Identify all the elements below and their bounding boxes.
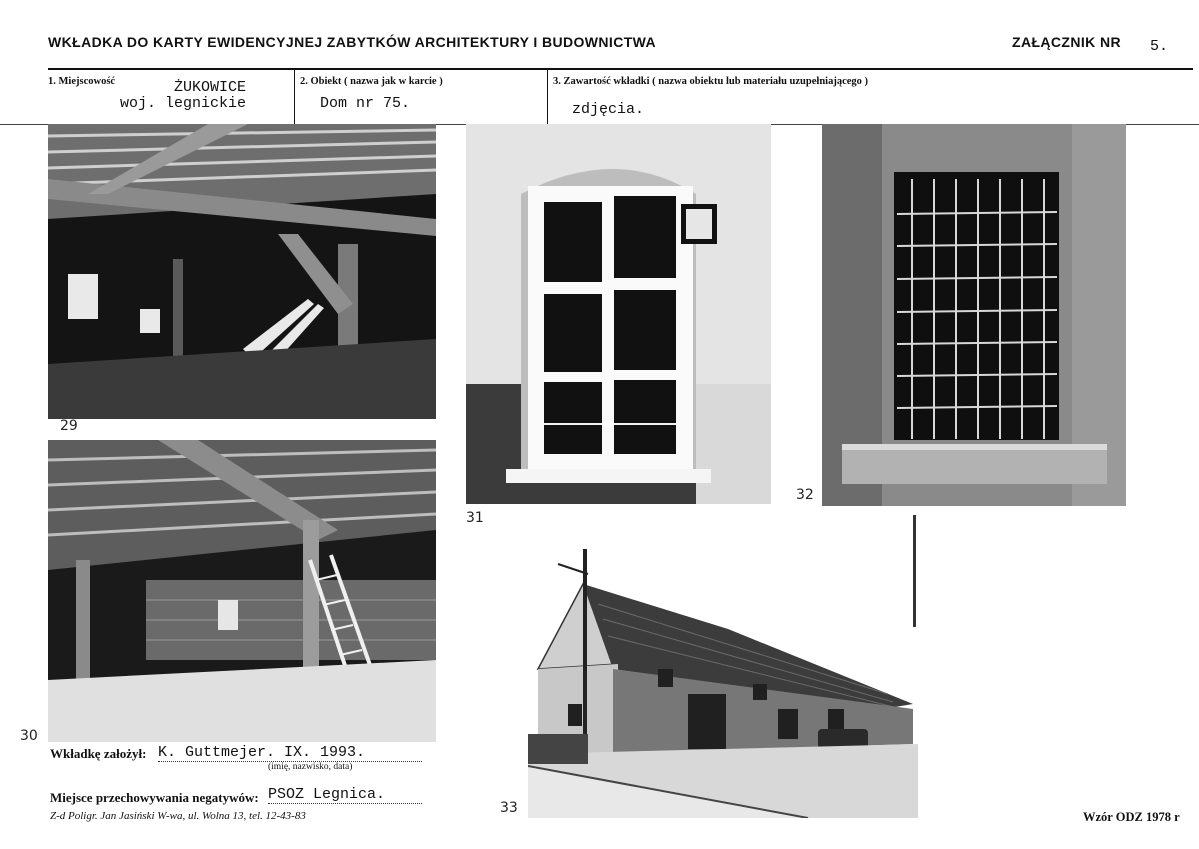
attic-ladder-photo xyxy=(48,440,436,742)
object-value: Dom nr 75. xyxy=(320,95,411,112)
photo-33-number: 33 xyxy=(500,800,518,816)
object-label: 2. Obiekt ( nazwa jak w karcie ) xyxy=(300,76,443,87)
barred-window-photo xyxy=(822,124,1126,506)
location-label: 1. Miejscowość xyxy=(48,76,116,87)
window-photo xyxy=(466,124,771,504)
building-exterior-photo xyxy=(528,544,918,818)
photo-31-number: 31 xyxy=(466,510,484,526)
location-value: ŻUKOWICE xyxy=(174,79,247,96)
photo-29-number: 29 xyxy=(60,418,78,434)
field-divider-2 xyxy=(547,70,548,124)
negatives-label: Miejsce przechowywania negatywów: xyxy=(50,790,259,805)
utility-pole xyxy=(913,515,916,627)
contents-value: zdjęcia. xyxy=(572,101,645,118)
negatives-value: PSOZ Legnica. xyxy=(268,786,422,804)
created-by-label: Wkładkę założył: xyxy=(50,746,147,761)
photo-30-number: 30 xyxy=(20,728,38,744)
form-title: WKŁADKA DO KARTY EWIDENCYJNEJ ZABYTKÓW ARCHITEKTURY I BUDOWNICTWA xyxy=(48,34,657,50)
created-by-value: K. Guttmejer. IX. 1993. xyxy=(158,744,422,762)
annex-label: ZAŁĄCZNIK NR xyxy=(1012,34,1122,50)
form-template: Wzór ODZ 1978 r xyxy=(1083,810,1180,824)
photo-32-number: 32 xyxy=(796,487,814,503)
header-rule xyxy=(48,68,1193,70)
attic-interior-photo xyxy=(48,124,436,419)
contents-label: 3. Zawartość wkładki ( nazwa obiektu lub materiału uzupełniającego ) xyxy=(553,76,869,87)
created-by-hint: (imię, nazwisko, data) xyxy=(268,762,353,772)
annex-number: 5. xyxy=(1150,38,1169,55)
field-divider-1 xyxy=(294,70,295,124)
printer-info: Z-d Poligr. Jan Jasiński W-wa, ul. Wolna 13, tel. 12-43-83 xyxy=(50,810,306,822)
location-region: woj. legnickie xyxy=(120,95,247,112)
